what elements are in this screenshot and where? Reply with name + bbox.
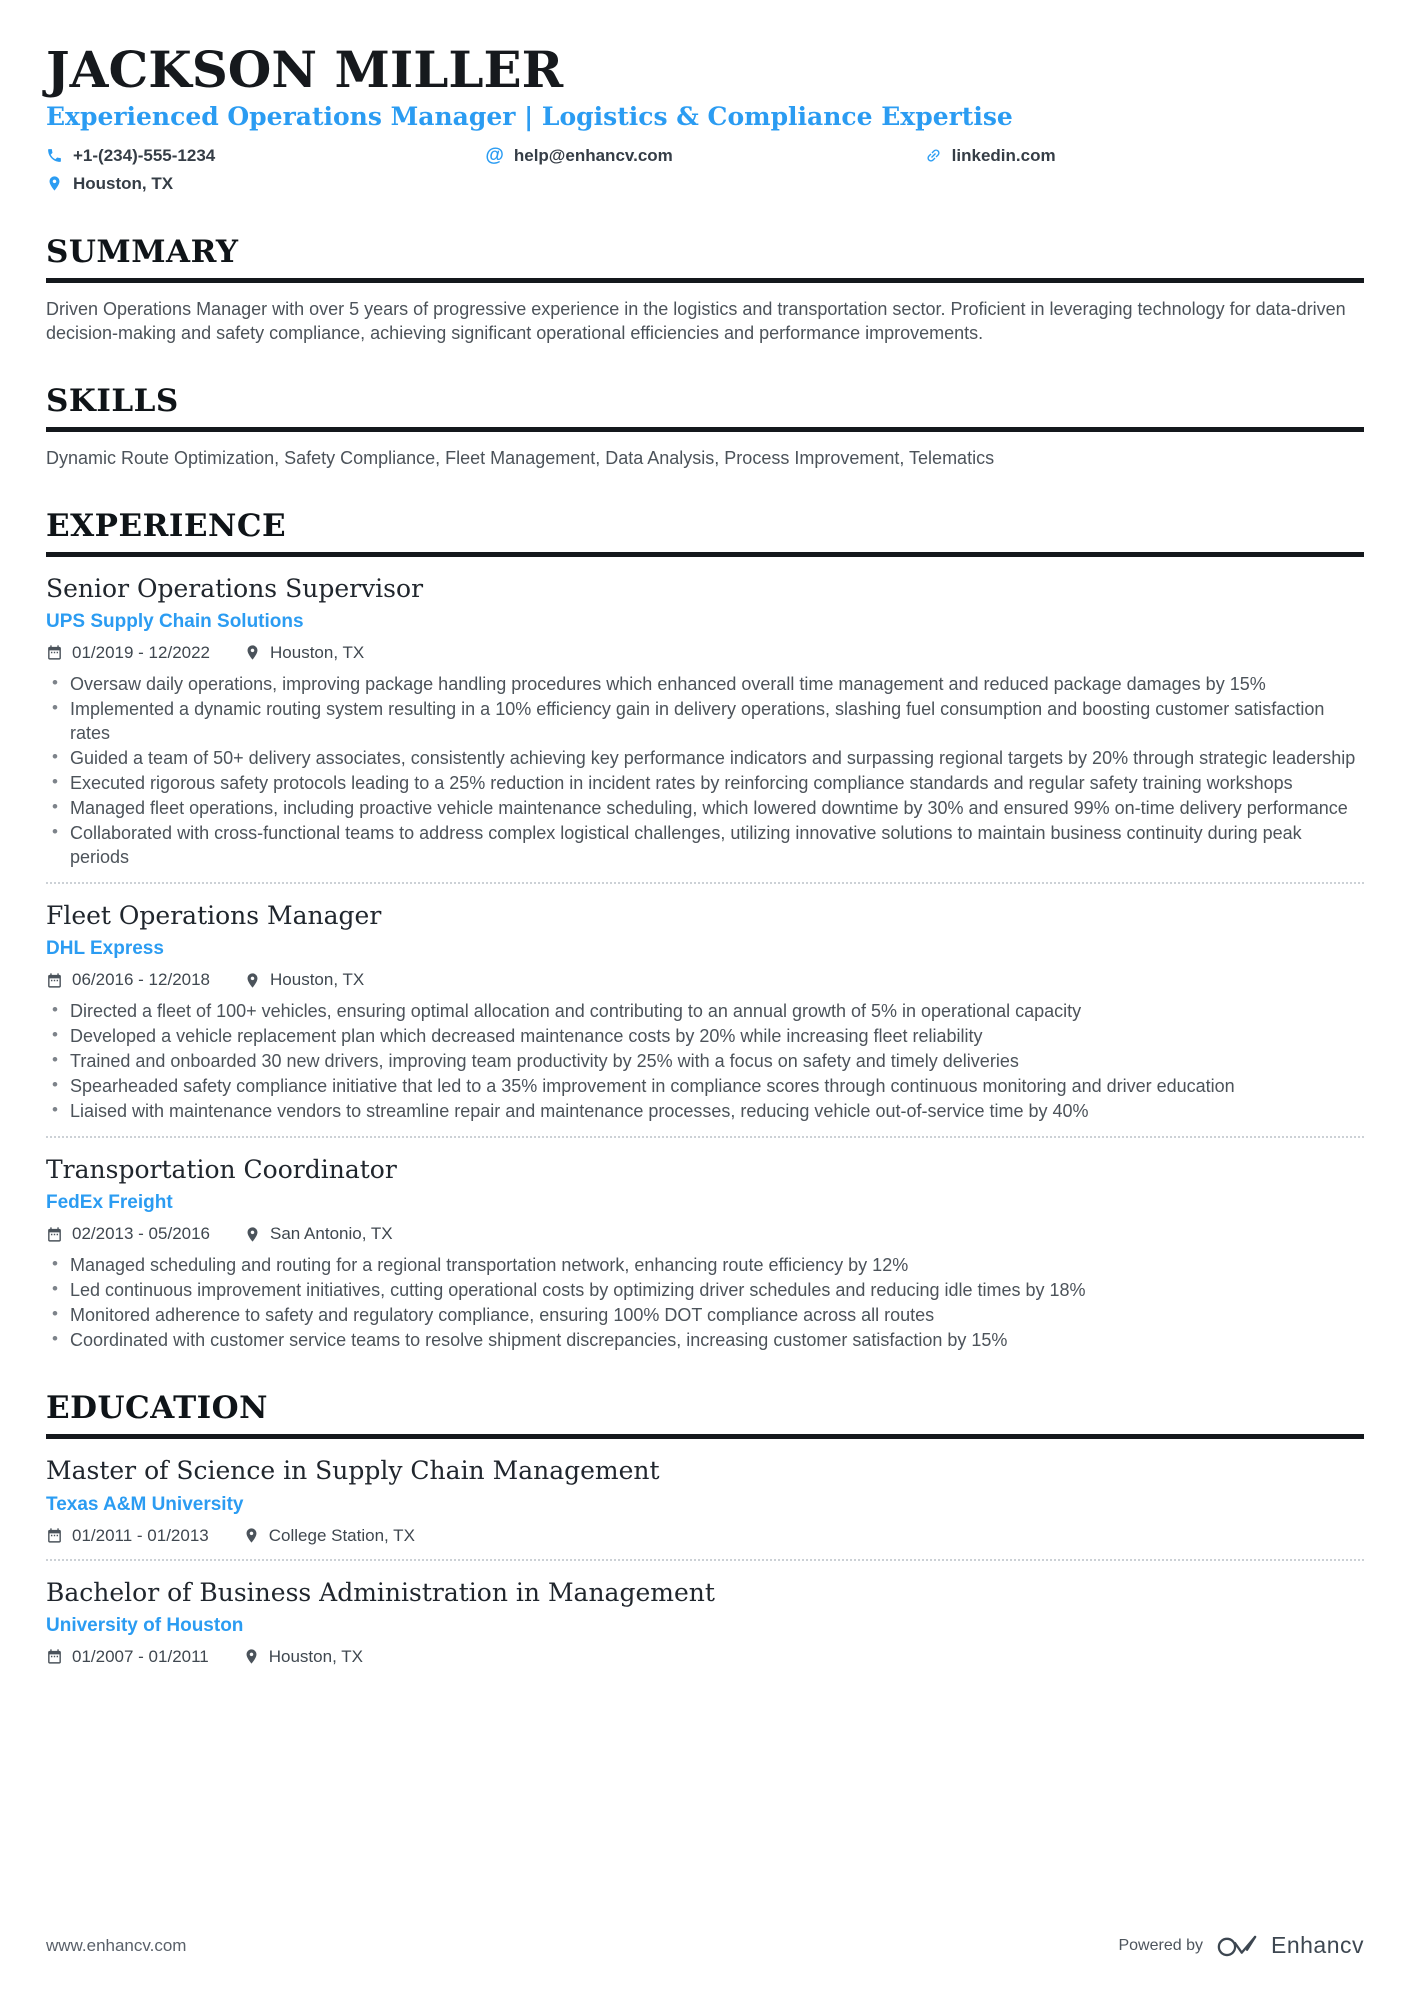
bullet-item: • Liaised with maintenance vendors to streamline repair and maintenance processes, reducing vehicle out-of-service time by 40% — [46, 1099, 1364, 1123]
candidate-name: JACKSON MILLER — [46, 40, 564, 99]
section-education — [46, 1390, 1364, 1667]
bullet-item: • Monitored adherence to safety and regulatory compliance, ensuring 100% DOT compliance across all routes — [46, 1303, 1364, 1327]
degree-title: Master of Science in Supply Chain Management — [46, 1456, 660, 1486]
calendar-icon — [46, 1648, 63, 1665]
degree-dates-label: 01/2011 - 01/2013 — [72, 1525, 209, 1545]
job-bullets — [46, 672, 1364, 869]
phone-label: +1-(234)-555-1234 — [73, 145, 216, 165]
job-title: Senior Operations Supervisor — [46, 573, 424, 603]
job-dates — [46, 970, 210, 990]
summary-heading: SUMMARY — [46, 234, 1364, 283]
bullet-item: • Developed a vehicle replacement plan which decreased maintenance costs by 20% while increasing fleet reliability — [46, 1024, 1364, 1048]
contact-row — [46, 143, 1364, 196]
bullet-item: • Oversaw daily operations, improving package handling procedures which enhanced overall time management and reduced package damages by 15% — [46, 672, 1364, 696]
bullet-item: • Trained and onboarded 30 new drivers, improving team productivity by 25% with a focus on safety and timely deliveries — [46, 1049, 1364, 1073]
linkedin-link[interactable] — [925, 143, 1364, 168]
job-dates-label: 01/2019 - 12/2022 — [72, 642, 211, 662]
footer — [46, 1932, 1364, 1959]
link-icon — [925, 147, 942, 164]
section-summary — [46, 234, 1364, 345]
location-label: Houston, TX — [73, 173, 174, 193]
powered-by-label: Powered by — [1118, 1936, 1203, 1954]
powered-by[interactable] — [1118, 1932, 1364, 1959]
job-location — [244, 970, 364, 990]
skills-heading: SKILLS — [46, 383, 1364, 432]
degree-location-label: College Station, TX — [268, 1525, 415, 1545]
job-bullets — [46, 999, 1364, 1123]
degree-title: Bachelor of Business Administration in Management — [46, 1577, 715, 1607]
location-pin-icon — [243, 1648, 260, 1665]
job-dates-label: 02/2013 - 05/2016 — [72, 1224, 211, 1244]
job-location — [244, 643, 364, 663]
job-location-label: San Antonio, TX — [270, 1224, 393, 1244]
calendar-icon — [46, 1226, 63, 1243]
location-pin-icon — [46, 175, 63, 192]
degree-location — [243, 1526, 415, 1546]
location-pin-icon — [243, 1527, 260, 1544]
job-dates — [46, 643, 210, 663]
job-entry — [46, 573, 1364, 869]
job-meta — [46, 970, 1364, 990]
enhancv-wordmark: Enhancv — [1270, 1932, 1364, 1958]
job-dates-label: 06/2016 - 12/2018 — [72, 970, 211, 989]
location-pin-icon — [244, 644, 261, 661]
bullet-item: • Spearheaded safety compliance initiative that led to a 35% improvement in compliance scores through continuous monitoring and driver education — [46, 1074, 1364, 1098]
location-item — [46, 171, 1364, 196]
email-link[interactable] — [485, 143, 924, 168]
bullet-item: • Collaborated with cross-functional teams to address complex logistical challenges, utilizing innovative solutions to maintain business continuity during peak periods — [46, 821, 1364, 869]
degree-dates — [46, 1647, 209, 1667]
header — [46, 42, 1364, 196]
calendar-icon — [46, 1527, 63, 1544]
entry-separator — [46, 882, 1364, 884]
job-meta — [46, 1224, 1364, 1244]
bullet-item: • Directed a fleet of 100+ vehicles, ensuring optimal allocation and contributing to an annual growth of 5% in operational capacity — [46, 999, 1364, 1023]
degree-entry — [46, 1577, 1364, 1667]
enhancv-logo-icon — [1216, 1932, 1258, 1959]
degree-dates — [46, 1526, 209, 1546]
location-pin-icon — [244, 972, 261, 989]
job-company: UPS Supply Chain Solutions — [46, 610, 304, 632]
job-entry — [46, 900, 1364, 1123]
candidate-headline: Experienced Operations Manager | Logistics & Compliance Expertise — [46, 102, 1013, 131]
entry-separator — [46, 1559, 1364, 1561]
linkedin-label: linkedin.com — [951, 145, 1056, 165]
degree-entry — [46, 1455, 1364, 1545]
job-location-label: Houston, TX — [270, 970, 365, 989]
education-heading: EDUCATION — [46, 1390, 1364, 1439]
bullet-item: • Managed scheduling and routing for a regional transportation network, enhancing route efficiency by 12% — [46, 1253, 1364, 1277]
degree-dates-label: 01/2007 - 01/2011 — [72, 1646, 209, 1666]
bullet-item: • Managed fleet operations, including proactive vehicle maintenance scheduling, which lowered downtime by 30% and ensured 99% on-time delivery performance — [46, 796, 1364, 820]
bullet-item: • Implemented a dynamic routing system resulting in a 10% efficiency gain in delivery operations, slashing fuel consumption and boosting customer satisfaction rates — [46, 697, 1364, 745]
job-dates — [46, 1224, 210, 1244]
bullet-item: • Executed rigorous safety protocols leading to a 25% reduction in incident rates by reinforcing compliance standards and regular safety training workshops — [46, 771, 1364, 795]
job-meta — [46, 643, 1364, 663]
phone-link[interactable] — [46, 143, 485, 168]
job-company: DHL Express — [46, 938, 164, 959]
job-location — [244, 1224, 393, 1244]
entry-separator — [46, 1136, 1364, 1138]
section-skills — [46, 383, 1364, 470]
job-title: Transportation Coordinator — [46, 1155, 397, 1184]
location-pin-icon — [244, 1226, 261, 1243]
calendar-icon — [46, 972, 63, 989]
experience-heading: EXPERIENCE — [46, 508, 1364, 557]
degree-meta — [46, 1526, 1364, 1546]
job-bullets — [46, 1253, 1364, 1352]
bullet-item: • Coordinated with customer service teams to resolve shipment discrepancies, increasing customer satisfaction by 15% — [46, 1328, 1364, 1352]
degree-meta — [46, 1647, 1364, 1667]
degree-location-label: Houston, TX — [268, 1646, 363, 1666]
skills-list: Dynamic Route Optimization, Safety Compliance, Fleet Management, Data Analysis, Process Improvement, Telematics — [46, 447, 995, 468]
job-entry — [46, 1154, 1364, 1352]
footer-website[interactable]: www.enhancv.com — [46, 1935, 187, 1955]
job-company: FedEx Freight — [46, 1192, 173, 1214]
degree-location — [243, 1647, 363, 1667]
phone-icon — [46, 147, 63, 164]
at-icon: @ — [485, 144, 504, 166]
job-location-label: Houston, TX — [270, 642, 365, 662]
bullet-item: • Led continuous improvement initiatives, cutting operational costs by optimizing driver schedules and reducing idle times by 18% — [46, 1278, 1364, 1302]
summary-text: Driven Operations Manager with over 5 years of progressive experience in the logistics and transportation sector. Proficient in leveraging technology for data-driven decision-making and safety compliance, achieving significant operational efficiencies and performance improvements. — [46, 298, 1346, 343]
degree-school: University of Houston — [46, 1614, 244, 1636]
calendar-icon — [46, 644, 63, 661]
job-title: Fleet Operations Manager — [46, 900, 382, 930]
section-experience — [46, 508, 1364, 1353]
bullet-item: • Guided a team of 50+ delivery associates, consistently achieving key performance indicators and surpassing regional targets by 20% through strategic leadership — [46, 746, 1364, 770]
email-label: help@enhancv.com — [513, 145, 673, 165]
degree-school: Texas A&M University — [46, 1493, 244, 1515]
